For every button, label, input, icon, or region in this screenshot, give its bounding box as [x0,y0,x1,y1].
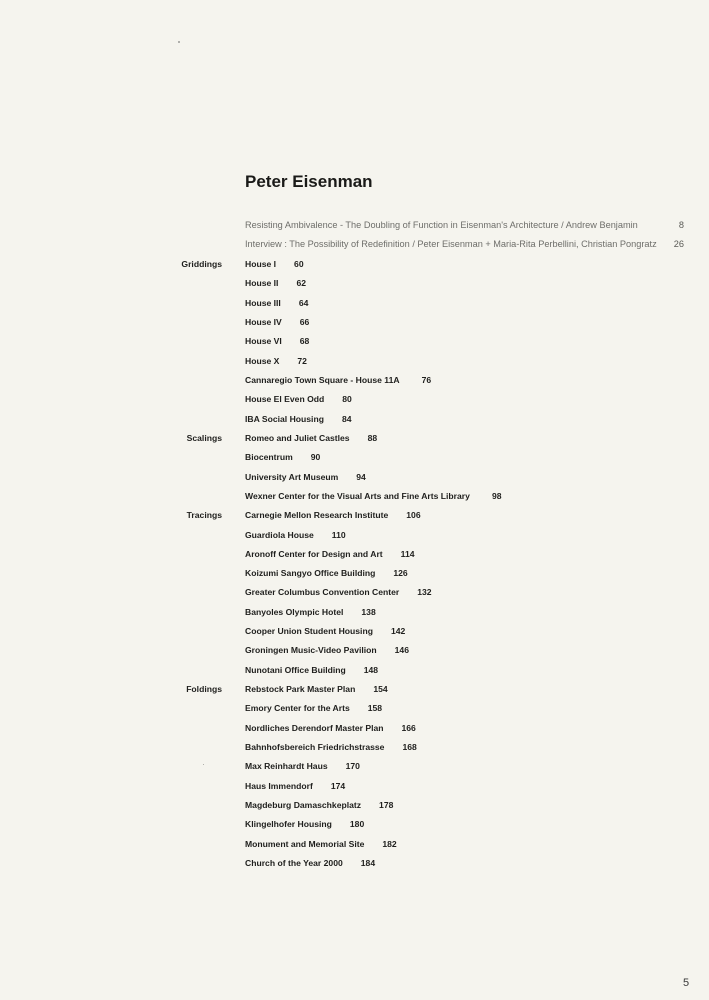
project-page-number: 88 [367,432,378,443]
project-name: Bahnhofsbereich Friedrichstrasse [245,742,385,752]
essay-item [245,237,684,251]
project-page-number: 182 [382,838,397,849]
project-entry [245,296,308,310]
project-entry [245,450,320,464]
page-title: Peter Eisenman [245,172,373,191]
project-name: House VI [245,336,282,347]
project-entry [245,624,405,638]
project-entry [245,392,352,406]
project-entry [245,779,345,793]
project-entry [245,856,375,870]
project-entry [245,431,377,445]
essay-page-number: 26 [673,239,684,249]
toc-row [0,547,709,561]
project-page-number: 126 [393,568,408,579]
toc-row [0,276,709,290]
project-page-number: 174 [330,780,346,791]
project-name: Nordliches Derendorf Master Plan [245,722,384,733]
toc-row [0,837,709,851]
project-name: Guardiola House [245,529,314,540]
toc-row [0,798,709,812]
project-name: Greater Columbus Convention Center [245,587,400,598]
project-page-number: 166 [401,722,416,733]
project-entry [245,547,415,561]
project-entry [245,740,417,754]
project-name: House III [245,297,281,308]
project-name: Church of the Year 2000 [245,857,343,868]
toc-row [0,856,709,870]
project-entry [245,508,421,522]
project-name: Max Reinhardt Haus [245,761,328,772]
essay-title: Resisting Ambivalence - The Doubling of Function in Eisenman's Architecture / Andrew Benjamin [245,220,638,230]
project-name: Banyoles Olympic Hotel [245,606,344,617]
project-page-number: 110 [331,529,346,540]
project-page-number: 138 [361,606,376,617]
toc-row [0,412,709,426]
section-heading: Scalings [186,432,222,443]
project-page-number: 84 [341,413,352,424]
essay-page-number: 8 [678,220,684,230]
project-name: Biocentrum [245,452,293,463]
toc-row [0,663,709,677]
project-page-number: 62 [296,278,306,289]
project-page-number: 142 [390,626,406,637]
project-name: House I [245,259,277,269]
project-page-number: 170 [345,761,360,772]
toc-row [0,257,709,271]
project-page-number: 80 [342,394,352,405]
project-entry [245,759,360,773]
project-name: Klingelhofer Housing [245,819,332,830]
toc-row [0,740,709,754]
page-number: 5 [683,977,690,989]
project-name: Rebstock Park Master Plan [245,684,356,694]
project-page-number: 90 [310,452,321,463]
project-name: Cannaregio Town Square - House 11A [245,374,400,385]
project-name: Haus Immendorf [245,780,313,791]
toc-row [0,566,709,580]
project-entry [245,373,431,387]
project-page-number: 98 [491,490,502,501]
toc-row [0,624,709,638]
project-page-number: 60 [294,259,304,269]
project-name: Romeo and Juliet Castles [245,432,350,443]
project-entry [245,354,307,368]
project-page-number: 66 [299,317,310,327]
project-name: Monument and Memorial Site [245,838,365,849]
project-entry [245,585,432,599]
toc-row [0,605,709,619]
toc-row [0,334,709,348]
project-page-number: 168 [402,742,417,752]
project-page-number: 76 [421,374,432,385]
toc-row [0,392,709,406]
project-name: Aronoff Center for Design and Art [245,548,383,559]
project-entry [245,489,502,503]
toc-row [0,585,709,599]
project-page-number: 148 [363,664,379,675]
project-page-number: 68 [299,336,310,347]
project-entry [245,701,382,715]
toc-row [0,643,709,657]
paper-speck [178,41,180,43]
project-page-number: 64 [298,297,309,308]
project-name: Cooper Union Student Housing [245,626,373,637]
project-name: House IV [245,317,282,327]
section-heading: Tracings [186,510,222,521]
project-entry [245,315,309,329]
toc-row [0,759,709,773]
project-name: Koizumi Sangyo Office Building [245,568,376,579]
essay-title: Interview : The Possibility of Redefinition / Peter Eisenman + Maria-Rita Perbellini, Christian Pongratz [245,239,657,249]
project-name: House X [245,355,280,366]
project-name: Groningen Music-Video Pavilion [245,645,377,656]
toc-row [0,354,709,368]
project-entry [245,837,397,851]
project-page-number: 72 [297,355,307,366]
project-name: IBA Social Housing [245,413,324,424]
project-name: University Art Museum [245,471,339,482]
project-page-number: 158 [367,703,383,714]
project-page-number: 132 [417,587,432,598]
toc-row [0,315,709,329]
toc-row [0,682,709,696]
project-entry [245,334,309,348]
toc-row [0,470,709,484]
project-entry [245,257,304,271]
section-heading: Griddings [181,259,222,269]
project-name: Magdeburg Damaschkeplatz [245,800,362,810]
toc-row [0,431,709,445]
toc-row [0,296,709,310]
toc-row [0,450,709,464]
project-entry [245,276,306,290]
toc-row [0,701,709,715]
project-entry [245,817,364,831]
project-entry [245,798,393,812]
toc-row [0,373,709,387]
toc-row [0,779,709,793]
project-page-number: 184 [360,857,376,868]
project-page-number: 114 [400,548,415,559]
essay-item [245,218,684,232]
project-page-number: 180 [349,819,365,830]
toc-row [0,528,709,542]
project-name: Carnegie Mellon Research Institute [245,510,389,521]
project-entry [245,605,376,619]
project-page-number: 94 [356,471,366,482]
project-entry [245,643,409,657]
project-entry [245,682,388,696]
project-page-number: 146 [394,645,409,656]
project-name: House II [245,278,279,289]
project-name: Nunotani Office Building [245,664,346,675]
project-page-number: 178 [379,800,394,810]
project-entry [245,528,346,542]
project-name: Emory Center for the Arts [245,703,350,714]
toc-row [0,508,709,522]
project-page-number: 106 [406,510,421,521]
project-entry [245,566,408,580]
toc-row [0,489,709,503]
project-entry [245,412,352,426]
project-name: House El Even Odd [245,394,325,405]
project-entry [245,470,366,484]
toc-row [0,721,709,735]
section-heading: Foldings [186,684,222,694]
toc-row [0,817,709,831]
project-name: Wexner Center for the Visual Arts and Fine Arts Library [245,490,470,501]
project-page-number: 154 [373,684,388,694]
project-entry [245,721,416,735]
project-entry [245,663,378,677]
